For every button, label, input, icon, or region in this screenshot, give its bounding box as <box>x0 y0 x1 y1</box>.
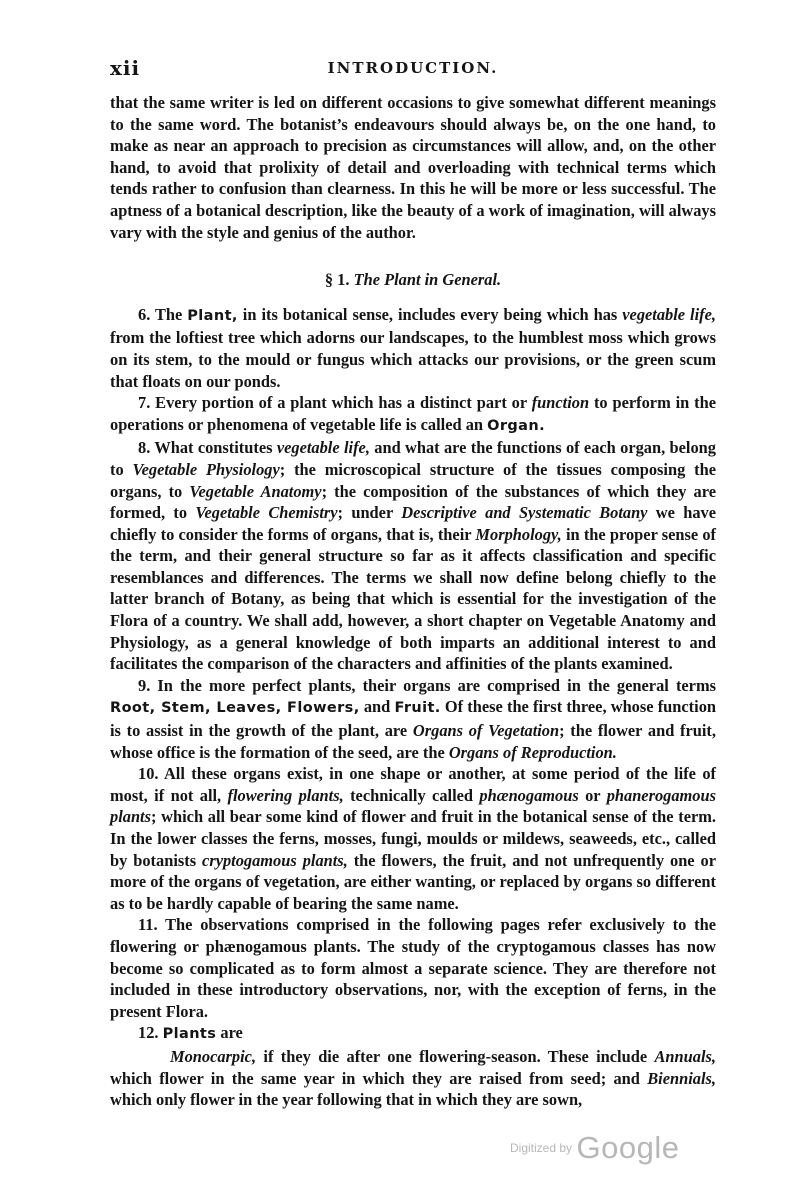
emphasis: Morphology, <box>475 524 562 544</box>
text-run: we have chiefly to consider the forms of organs, that is, their <box>110 503 717 544</box>
emphasis: function <box>531 393 590 413</box>
section-number: § 1. <box>324 270 350 290</box>
text-run: ; the composition of the substances of which they are formed, to <box>110 481 716 523</box>
paragraph-12 <box>110 1022 716 1046</box>
text-run: ; which all bear some kind of flower and fruit in the botanical sense of the term. In the lower classes the ferns, mosses, fungi, moulds or mildews, seaweeds, etc., called by botanists <box>110 807 716 870</box>
section-title: The Plant in General. <box>353 270 502 290</box>
text-run: 7. Every portion of a plant which has a distinct part or <box>138 393 532 413</box>
text-run: 10. All these organs exist, in one shape or another, at some period of the life of most, if not all, <box>110 764 716 805</box>
body-text <box>110 92 716 1111</box>
text-run: Of these the first three, whose function is to assist in the growth of the plant, are <box>110 697 717 741</box>
emphasis: Biennials, <box>647 1068 716 1088</box>
text-run: in the proper sense of the term, and their general structure so far as it affects classification and specific resemblances and differences. The terms we shall now define belong chiefly to the latter branch of Botany, as being that which is essential for the investigation of the Flora of a country. We shall add, however, a short chapter on Vegetable Anatomy and Physiology, as a general knowledge of both imparts an additional interest to and facilitates the comparison of the characters and affinities of the plants examined. <box>110 524 716 674</box>
text-run: which flower in the same year in which they are raised from seed; and <box>110 1068 648 1088</box>
text-run: in its botanical sense, includes every being which has <box>237 304 623 324</box>
text-run: or <box>578 785 607 805</box>
text-run: technically called <box>343 785 480 805</box>
emphasis: Organs of Reproduction. <box>448 742 617 762</box>
paragraph-9 <box>110 675 716 763</box>
text-run: ; the microscopical structure of the tissues composing the organs, to <box>110 459 717 501</box>
emphasis: flowering plants, <box>227 785 344 805</box>
emphasis: Vegetable Physiology <box>132 459 280 479</box>
emphasis: Annuals, <box>654 1046 716 1066</box>
text-run: which only flower in the year following that in which they are sown, <box>110 1090 583 1110</box>
intro-paragraph: that the same writer is led on different occasions to give somewhat different meanings to the same word. The botanist’s endeavours should always be, on the one hand, to make as near an approach to precision as circumstances will allow, and, on the other hand, to avoid that prolixity of detail and overloading with technical terms which tends rather to confusion than clearness. In this he will be more or less successful. The aptness of a botanical description, like the beauty of a work of imagination, will always vary with the style and genius of the author. <box>110 93 716 242</box>
emphasis: Descriptive and Systematic Botany <box>401 503 648 523</box>
section-heading <box>110 269 716 291</box>
paragraph-6 <box>110 304 716 392</box>
running-title: INTRODUCTION. <box>327 59 499 77</box>
defined-terms-organs: Root, Stem, Leaves, Flowers, <box>110 700 360 717</box>
page-header <box>110 56 716 80</box>
paragraph-number: 12. <box>138 1023 159 1043</box>
text-run: from the loftiest tree which adorns our landscapes, to the humblest moss which grows on its stem, to the mould or fungus which attacks our provisions, or the green scum that floats on our ponds. <box>110 328 716 391</box>
paragraph-11: 11. The observations comprised in the following pages refer exclusively to the flowering or phænogamous plants. The study of the cryptogamous classes has now become so complicated as to form almost a separate science. They are therefore not included in these introductory observations, nor, with the exception of ferns, in the present Flora. <box>110 915 716 1021</box>
emphasis: vegetable life, <box>276 438 370 458</box>
text-run: and what are the functions of each organ, belong to <box>110 438 716 479</box>
defined-term-plants: Plants <box>162 1026 217 1043</box>
emphasis: Organs of Vegetation <box>412 721 560 741</box>
text-run: to perform in the operations or phenomena of vegetable life is called an <box>110 393 716 434</box>
text-run: and <box>359 697 395 717</box>
page-number: xii <box>110 56 141 80</box>
emphasis: Vegetable Chemistry <box>195 503 338 523</box>
google-logo: Google <box>576 1130 680 1165</box>
emphasis: vegetable life, <box>622 304 716 324</box>
emphasis: Monocarpic, <box>170 1046 257 1066</box>
text-run: 8. What constitutes <box>138 438 277 458</box>
defined-term-fruit: Fruit. <box>394 700 441 717</box>
text-run: 9. In the more perfect plants, their organs are comprised in the general terms <box>138 675 716 695</box>
defined-term-organ: Organ. <box>487 417 545 434</box>
emphasis: Vegetable Anatomy <box>189 481 322 501</box>
paragraph-10 <box>110 763 716 914</box>
emphasis: phanerogamous plants <box>110 785 716 827</box>
watermark-prefix: Digitized by <box>510 1141 573 1155</box>
paragraph-8 <box>110 437 716 675</box>
text-run: ; the flower and fruit, whose office is the formation of the seed, are the <box>110 721 716 762</box>
paragraph-7 <box>110 392 716 437</box>
text-run: the flowers, the fruit, and not unfrequently one or more of the organs of vegetation, are either wanting, or replaced by organs so different as to be hardly capable of bearing the same name. <box>110 850 716 913</box>
paragraph-12-monocarpic <box>110 1046 716 1111</box>
text-run: ; under <box>337 503 402 523</box>
emphasis: cryptogamous plants, <box>202 850 348 870</box>
text-run: if they die after one flowering-season. These include <box>256 1046 655 1066</box>
emphasis: phænogamous <box>479 785 579 805</box>
digitized-by-watermark <box>510 1130 679 1166</box>
paragraph-number: 6. The <box>138 304 183 324</box>
text-run: are <box>216 1023 243 1043</box>
defined-term-plant: Plant, <box>187 307 238 324</box>
